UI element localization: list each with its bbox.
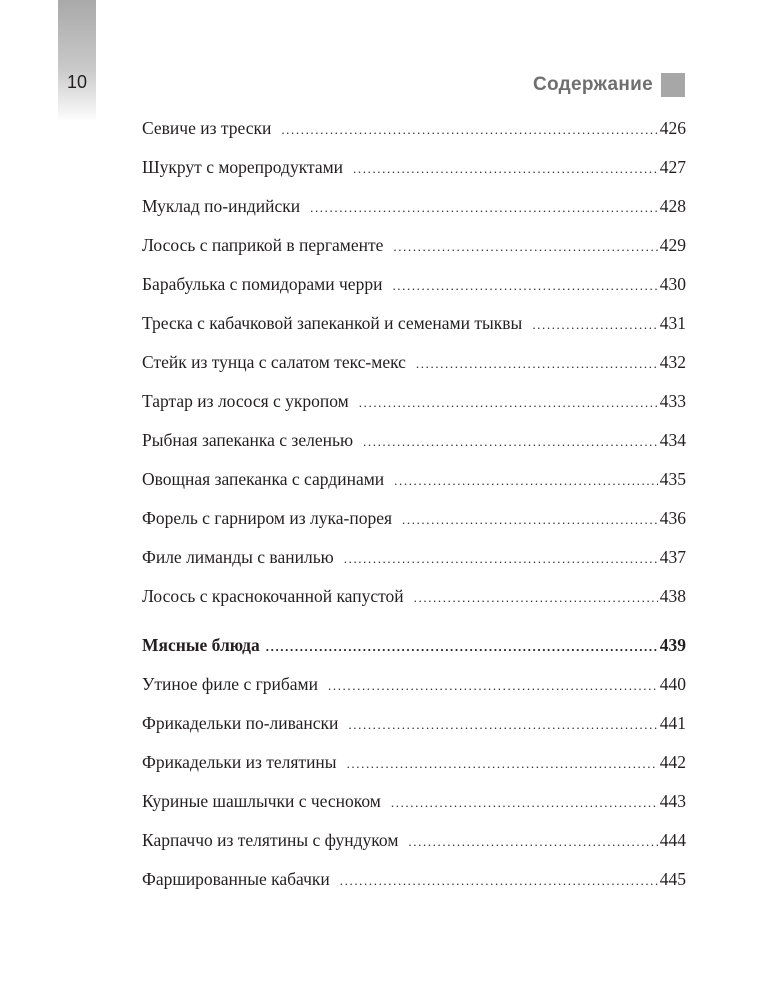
- toc-entry-page: 436: [659, 508, 686, 528]
- toc-entry-title: Муклад по-индийски: [142, 196, 301, 216]
- toc-entry-title: Филе лиманды с ванилью: [142, 547, 334, 567]
- toc-entry-page: 426: [659, 118, 686, 138]
- toc-entry-page: 441: [659, 713, 686, 733]
- toc-entry-page: 444: [659, 830, 686, 850]
- toc-leader-dots: [363, 431, 658, 453]
- toc-entry[interactable]: [142, 507, 686, 531]
- toc-entry[interactable]: [142, 712, 686, 736]
- toc-entry[interactable]: [142, 546, 686, 570]
- toc-entry-page: 438: [659, 586, 686, 606]
- toc-entry-page: 445: [659, 869, 686, 889]
- toc-entry-title: Треска с кабачковой запеканкой и семенами тыквы: [142, 313, 523, 333]
- toc-leader-dots: [532, 314, 657, 336]
- toc-leader-dots: [394, 470, 658, 492]
- toc-entry-title: Куриные шашлычки с чесноком: [142, 791, 381, 811]
- toc-entry-page: 431: [659, 313, 686, 333]
- toc-entry-title: Барабулька с помидорами черри: [142, 274, 383, 294]
- toc-leader-dots: [281, 119, 657, 141]
- toc-entry-page: 435: [659, 469, 686, 489]
- toc-entry[interactable]: [142, 156, 686, 180]
- toc-leader-dots: [359, 392, 658, 414]
- toc-entry-page: 429: [659, 235, 686, 255]
- toc-entry[interactable]: [142, 468, 686, 492]
- toc-entry-title: Лосось с паприкой в пергаменте: [142, 235, 384, 255]
- toc-entry-title: Утиное филе с грибами: [142, 674, 318, 694]
- toc-entry[interactable]: [142, 390, 686, 414]
- toc-leader-dots: [391, 792, 658, 814]
- toc-entry-page: 440: [659, 674, 686, 694]
- toc-leader-dots: [408, 831, 657, 853]
- section-title: Содержание: [532, 74, 653, 95]
- toc-entry-title: Овощная запеканка с сардинами: [142, 469, 385, 489]
- toc-entry[interactable]: [142, 585, 686, 609]
- toc-entry-title: Форель с гарниром из лука-порея: [142, 508, 393, 528]
- page-corner-tab: [58, 0, 96, 122]
- toc-leader-dots: [416, 353, 658, 375]
- toc-entry[interactable]: [142, 117, 686, 141]
- toc-entry-title: Тартар из лосося с укропом: [142, 391, 349, 411]
- toc-entry[interactable]: [142, 351, 686, 375]
- toc-entry-page: 439: [659, 635, 686, 655]
- toc-entry[interactable]: [142, 673, 686, 697]
- page-number: 10: [66, 72, 88, 92]
- toc-leader-dots: [347, 753, 658, 775]
- toc-entry-page: 442: [659, 752, 686, 772]
- toc-entry-title: Фрикадельки из телятины: [142, 752, 337, 772]
- toc-entry-title: Шукрут с морепродуктами: [142, 157, 344, 177]
- toc-entry-page: 427: [659, 157, 686, 177]
- toc-entry[interactable]: [142, 429, 686, 453]
- toc-entry-page: 434: [659, 430, 686, 450]
- toc-entry-title: Лосось с краснокочанной капустой: [142, 586, 404, 606]
- toc-leader-dots: [348, 714, 657, 736]
- toc-entry[interactable]: [142, 312, 686, 336]
- toc-entry[interactable]: [142, 234, 686, 258]
- toc-leader-dots: [402, 509, 658, 531]
- toc-entry-page: 437: [659, 547, 686, 567]
- toc-entry[interactable]: [142, 829, 686, 853]
- toc-section-heading[interactable]: [142, 634, 686, 658]
- toc-entry-title: Стейк из тунца с салатом текс-мекс: [142, 352, 406, 372]
- toc-leader-dots: [328, 675, 658, 697]
- toc-entry[interactable]: [142, 868, 686, 892]
- toc-entry[interactable]: [142, 751, 686, 775]
- toc-entry-title: Карпаччо из телятины с фундуком: [142, 830, 399, 850]
- toc-entry[interactable]: [142, 790, 686, 814]
- toc-entry[interactable]: [142, 273, 686, 297]
- toc-leader-dots: [344, 548, 658, 570]
- toc-entry-title: Мясные блюда: [142, 635, 260, 655]
- toc-leader-dots: [266, 636, 658, 658]
- toc-leader-dots: [414, 587, 658, 609]
- toc-entry-page: 432: [659, 352, 686, 372]
- toc-leader-dots: [392, 275, 657, 297]
- toc-leader-dots: [353, 158, 658, 180]
- toc-entry-title: Фрикадельки по-ливански: [142, 713, 339, 733]
- toc-entry-title: Фаршированные кабачки: [142, 869, 330, 889]
- toc-leader-dots: [310, 197, 658, 219]
- toc-leader-dots: [393, 236, 657, 258]
- toc-entry-page: 430: [659, 274, 686, 294]
- toc-entry-title: Севиче из трески: [142, 118, 272, 138]
- section-marker-square: [661, 73, 685, 97]
- toc-entry-page: 443: [659, 791, 686, 811]
- toc-entry-page: 433: [659, 391, 686, 411]
- toc-entry[interactable]: [142, 195, 686, 219]
- toc-leader-dots: [340, 870, 658, 892]
- toc-entry-title: Рыбная запеканка с зеленью: [142, 430, 354, 450]
- toc-entry-page: 428: [659, 196, 686, 216]
